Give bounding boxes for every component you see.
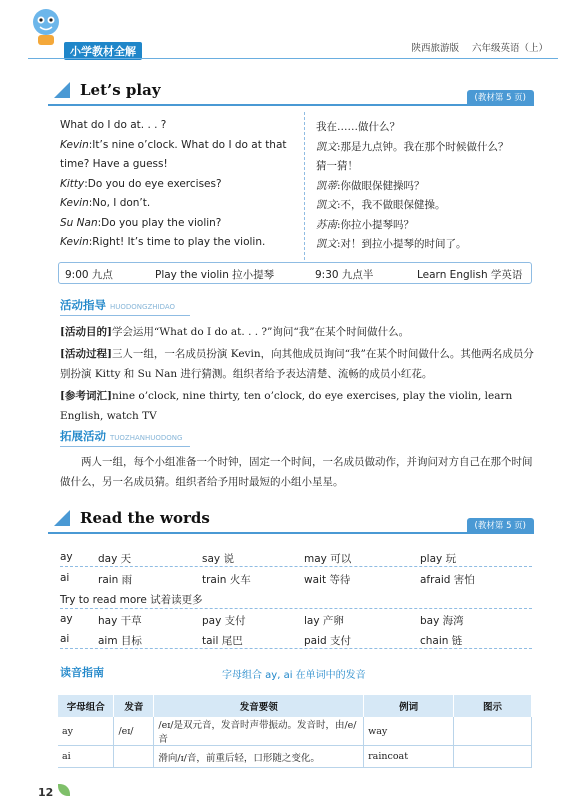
dialog-en: time? Have a guess! (60, 158, 168, 170)
guide-words: [参考词汇]nine o’clock, nine thirty, ten o’clock, do eye exercises, play the violin, learn English, watch TV (60, 390, 513, 422)
page-number: 12 (38, 786, 54, 799)
table-header: 字母组合 (58, 695, 114, 717)
word-item: chain 链 (420, 635, 463, 647)
dialog-row (60, 154, 540, 174)
leaf-icon (58, 784, 70, 796)
dialog-zh: 凯蒂:你做眼保健操吗？ (316, 179, 425, 192)
dialog-row (60, 174, 540, 194)
word-row (60, 610, 540, 631)
word-item: wait 等待 (304, 573, 351, 586)
word-item: aim 目标 (98, 635, 142, 647)
guide-process: [活动过程]三人一组，一名成员扮演 Kevin，向其他成员询问“我”在某个时间做什么。其他两名成员分别扮演 Kitty 和 Su Nan 进行猜测。组织者给予表达清楚、流畅的成员小红花。 (60, 348, 534, 380)
header-divider (28, 58, 558, 59)
grade-label: 六年级英语（上） (471, 43, 548, 54)
dialog-en: Kevin:No, I don’t. (60, 197, 151, 209)
table-cell: 滑向/ɪ/音，前重后轻，口形随之变化。 (154, 746, 364, 768)
tip-subtitle: 字母组合 ay, ai 在单词中的发音 (222, 670, 366, 681)
pronunciation-table (58, 695, 532, 768)
word-divider (60, 608, 532, 609)
header-edition (401, 40, 548, 54)
clock-row (58, 262, 532, 284)
word-item: bay 海湾 (420, 614, 464, 627)
dialog (60, 115, 540, 252)
dialog-row (60, 232, 540, 252)
page-ref-badge: (教材第 5 页) (467, 90, 534, 104)
extension-title: 拓展活动 TUOZHANHUODONG (60, 429, 183, 443)
triangle-icon (54, 82, 70, 98)
table-header: 图示 (454, 695, 532, 717)
mascot-icon (28, 6, 64, 46)
clock-item: Play the violin 拉小提琴 (155, 269, 275, 281)
table-cell (454, 717, 532, 746)
word-key: ay (60, 551, 73, 563)
clock-item: 9:30 九点半 (315, 269, 374, 281)
brand-label: 小学教材全解 (64, 42, 142, 60)
page-ref-badge: (教材第 5 页) (467, 518, 534, 532)
dialog-zh: 我在……做什么？ (316, 121, 400, 133)
clock-item: Learn English 学英语 (417, 269, 523, 281)
word-item: lay 产卵 (304, 614, 344, 627)
tip-title: 读音指南 (60, 666, 104, 679)
section-lets-play (48, 78, 534, 106)
extension-text: 两人一组，每个小组准备一个时钟，固定一个时间，一名成员做动作，并询问对方自己在那个时间做什么，另一名成员猜。组织者给予用时最短的小组小星星。 (60, 456, 533, 488)
triangle-icon (54, 510, 70, 526)
table-cell: /eɪ/是双元音，发音时声带振动。发音时，由/e/音 (154, 717, 364, 746)
table-cell: raincoat (364, 746, 454, 768)
word-row (60, 589, 540, 610)
table-row (58, 717, 532, 746)
dialog-zh: 凯文:那是九点钟。我在那个时候做什么？ (316, 140, 509, 153)
guide-goal: [活动目的]学会运用“What do I do at. . . ?”询问“我”在某个时间做什么。 (60, 326, 410, 338)
word-item: paid 支付 (304, 635, 352, 647)
word-list (60, 548, 540, 651)
table-cell (454, 746, 532, 768)
word-item: say 说 (202, 553, 234, 565)
word-item: afraid 害怕 (420, 573, 475, 586)
word-row (60, 569, 540, 590)
table-header: 发音 (114, 695, 154, 717)
clock-item: 9:00 九点 (65, 269, 113, 281)
word-item: pay 支付 (202, 614, 246, 627)
table-cell: ai (58, 746, 114, 768)
word-key: ai (60, 571, 70, 584)
table-header-row (58, 695, 532, 717)
word-item: tail 尾巴 (202, 635, 243, 647)
more-label: Try to read more 试着读更多 (60, 594, 203, 606)
dialog-row (60, 213, 540, 233)
word-item: train 火车 (202, 573, 251, 586)
page-header (0, 0, 566, 64)
word-item: day 天 (98, 553, 132, 565)
table-cell: ay (58, 717, 114, 746)
table-row (58, 746, 532, 768)
dialog-zh: 凯文:不，我不做眼保健操。 (316, 199, 446, 211)
word-divider (60, 648, 532, 649)
table-header: 例词 (364, 695, 454, 717)
dialog-zh: 凯文:对！到拉小提琴的时间了。 (316, 238, 467, 250)
dialog-row (60, 193, 540, 213)
dialog-en: Kevin:Right! It’s time to play the violin. (60, 236, 266, 248)
word-item: rain 雨 (98, 573, 133, 586)
dialog-en: Su Nan:Do you play the violin? (60, 216, 222, 229)
dialog-row (60, 115, 540, 135)
word-key: ay (60, 612, 73, 625)
guide-title: 活动指导 HUODONGZHIDAO (60, 298, 176, 312)
dialog-row (60, 135, 540, 155)
word-key: ai (60, 633, 70, 645)
table-header: 发音要领 (154, 695, 364, 717)
word-divider (60, 566, 532, 567)
table-cell: way (364, 717, 454, 746)
table-cell (114, 746, 154, 768)
section-read-words (48, 506, 534, 534)
dialog-en: Kevin:It’s nine o’clock. What do I do at that (60, 138, 287, 151)
word-item: may 可以 (304, 553, 352, 565)
dialog-zh: 苏南:你拉小提琴吗？ (316, 218, 415, 231)
word-item: play 玩 (420, 553, 457, 565)
word-item: hay 干草 (98, 614, 142, 627)
dialog-zh: 猜一猜！ (316, 160, 358, 172)
table-cell: /eɪ/ (114, 717, 154, 746)
edition-label: 陕西旅游版 (411, 43, 459, 54)
dialog-en: What do I do at. . . ? (60, 119, 167, 131)
dialog-en: Kitty:Do you do eye exercises? (60, 177, 222, 190)
section-title: Read the words (80, 509, 210, 527)
section-title: Let’s play (80, 81, 161, 99)
